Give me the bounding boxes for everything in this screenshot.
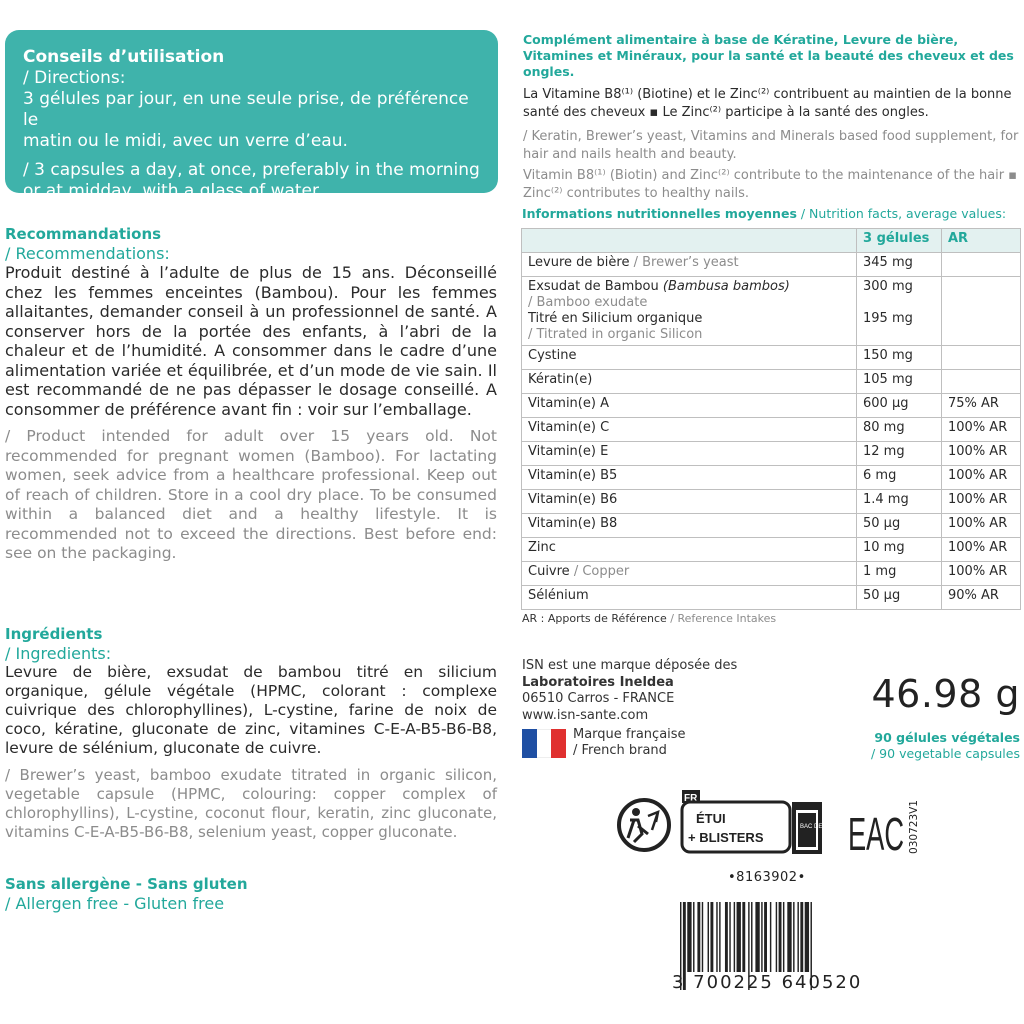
nutrient-name: Zinc bbox=[522, 538, 857, 562]
supplement-en-2: Vitamin B8⁽¹⁾ (Biotin) and Zinc⁽²⁾ contribute to the maintenance of the hair ▪ Zinc⁽²⁾ contributes to healthy nails. bbox=[523, 168, 1018, 201]
usage-line: / 3 capsules a day, at once, preferably in the morning bbox=[23, 160, 480, 180]
nutrient-name: Sélénium bbox=[522, 586, 857, 610]
table-row bbox=[522, 346, 1021, 370]
table-row bbox=[522, 442, 1021, 466]
svg-text:FR: FR bbox=[684, 793, 698, 804]
svg-text:BAC DE TRI: BAC DE TRI bbox=[800, 824, 834, 830]
header-cell: 3 gélules bbox=[857, 229, 942, 253]
nutrient-name: Vitamin(e) B5 bbox=[522, 466, 857, 490]
table-row bbox=[522, 562, 1021, 586]
recommendations-text-en: / Product intended for adult over 15 years old. Not recommended for pregnant women (Bamboo). For lactating women, seek advice from a healthcare professional. Keep out of reach of children. Store in a cool dry place. To be consumed within a balanced diet and a healthy lifestyle. It is recommended not to exceed the directions. Best before end: see on the packaging. bbox=[5, 427, 497, 562]
nutrient-name: Levure de bière / Brewer’s yeast bbox=[522, 253, 857, 277]
usage-line: / Directions: bbox=[23, 68, 126, 88]
header-cell: AR bbox=[942, 229, 1021, 253]
table-row bbox=[522, 277, 1021, 346]
allergen-en: / Allergen free - Gluten free bbox=[5, 894, 225, 913]
nutrient-qty: 600 µg bbox=[857, 394, 942, 418]
nutrient-ar: 100% AR bbox=[942, 514, 1021, 538]
supplement-claims-fr: La Vitamine B8⁽¹⁾ (Biotine) et le Zinc⁽²⁾ contribuent au maintien de la bonne santé des cheveux ▪ Le Zinc⁽²⁾ participe à la santé des ongles. bbox=[523, 87, 1012, 120]
nutrition-title bbox=[522, 206, 1006, 222]
nutrient-ar: 100% AR bbox=[942, 442, 1021, 466]
triman-icon bbox=[619, 800, 669, 850]
nutrient-name: Vitamin(e) C bbox=[522, 418, 857, 442]
table-header-row bbox=[522, 229, 1021, 253]
table-row bbox=[522, 586, 1021, 610]
ingredients-title: Ingrédients bbox=[5, 625, 103, 643]
reference-intakes-note: AR : Apports de Référence / Reference Intakes bbox=[522, 612, 777, 625]
table-row bbox=[522, 466, 1021, 490]
header-cell bbox=[522, 229, 857, 253]
nutrient-name: Cystine bbox=[522, 346, 857, 370]
lot-number: •8163902• bbox=[728, 870, 806, 885]
french-brand-label: Marque française / French brand bbox=[573, 727, 686, 758]
usage-line: or at midday, with a glass of water. bbox=[23, 181, 323, 201]
nutrient-ar: 100% AR bbox=[942, 466, 1021, 490]
nutrient-name: Exsudat de Bambou (Bambusa bambos) / Bamboo exudate Titré en Silicium organique / Titrated in organic Silicon bbox=[522, 277, 857, 346]
brand-company: Laboratoires Ineldea bbox=[522, 674, 674, 690]
table-row bbox=[522, 418, 1021, 442]
recommendations-title-en: / Recommendations: bbox=[5, 244, 170, 263]
ingredients-text-en: / Brewer’s yeast, bamboo exudate titrated in organic silicon, vegetable capsule (HPMC, colouring: copper complex of chlorophyllins), L-cystine, coconut flour, keratin, zinc gluconate, vitamins C-E-A-B5-B6-B8, selenium yeast, copper gluconate. bbox=[5, 766, 497, 841]
recommendations-section bbox=[5, 225, 497, 564]
ingredients-title-en: / Ingredients: bbox=[5, 644, 112, 663]
usage-line: 3 gélules par jour, en une seule prise, de préférence le bbox=[23, 89, 469, 130]
ingredients-text-fr: Levure de bière, exsudat de bambou titré en silicium organique, gélule végétale (HPMC, colorant : complexe cuivrique des chlorophyllines), L-cystine, farine de noix de coco, kératine, gluconate de zinc, vitamines C-E-A-B5-B6-B8, levure de sélénium, gluconate de cuivre. bbox=[5, 663, 497, 757]
recommendations-title: Recommandations bbox=[5, 225, 162, 243]
supplement-heading: Complément alimentaire à base de Kératine, Levure de bière, Vitamines et Minéraux, pour la santé et la beauté des cheveux et des ongles. bbox=[523, 32, 1014, 79]
usage-box bbox=[5, 30, 498, 201]
table-row bbox=[522, 394, 1021, 418]
nutrient-qty: 345 mg bbox=[857, 253, 942, 277]
nutrition-title-en: / Nutrition facts, average values: bbox=[800, 206, 1007, 221]
usage-line: matin ou le midi, avec un verre d’eau. bbox=[23, 131, 348, 151]
nutrient-ar bbox=[942, 370, 1021, 394]
brand-website: www.isn-sante.com bbox=[522, 707, 649, 723]
french-flag-icon bbox=[522, 729, 566, 758]
nutrient-ar: 100% AR bbox=[942, 538, 1021, 562]
table-row bbox=[522, 538, 1021, 562]
nutrient-qty: 50 µg bbox=[857, 514, 942, 538]
ingredients-section bbox=[5, 625, 497, 842]
usage-title: Conseils d’utilisation bbox=[23, 47, 225, 67]
nutrient-ar: 100% AR bbox=[942, 490, 1021, 514]
ean-number: 3 700225 640520 bbox=[672, 972, 863, 993]
nutrient-qty: 105 mg bbox=[857, 370, 942, 394]
nutrient-qty: 12 mg bbox=[857, 442, 942, 466]
nutrient-qty: 6 mg bbox=[857, 466, 942, 490]
nutrient-name: Vitamin(e) E bbox=[522, 442, 857, 466]
nutrient-ar bbox=[942, 346, 1021, 370]
eac-mark: EAC bbox=[848, 808, 904, 860]
brand-line: ISN est une marque déposée des bbox=[522, 658, 738, 673]
brand-address: 06510 Carros - FRANCE bbox=[522, 691, 675, 706]
table-row bbox=[522, 514, 1021, 538]
table-row bbox=[522, 370, 1021, 394]
table-row bbox=[522, 490, 1021, 514]
nutrient-name: Kératin(e) bbox=[522, 370, 857, 394]
nutrient-name: Cuivre / Copper bbox=[522, 562, 857, 586]
nutrition-table bbox=[521, 228, 1021, 610]
nutrient-qty: 300 mg 195 mg bbox=[857, 277, 942, 346]
nutrient-ar: 75% AR bbox=[942, 394, 1021, 418]
nutrient-qty: 50 µg bbox=[857, 586, 942, 610]
net-weight: 46.98 g bbox=[871, 672, 1020, 716]
nutrition-title-fr: Informations nutritionnelles moyennes bbox=[522, 206, 797, 221]
nutrient-name: Vitamin(e) B8 bbox=[522, 514, 857, 538]
nutrient-name: Vitamin(e) A bbox=[522, 394, 857, 418]
nutrient-name: Vitamin(e) B6 bbox=[522, 490, 857, 514]
nutrient-ar: 100% AR bbox=[942, 562, 1021, 586]
nutrient-ar: 90% AR bbox=[942, 586, 1021, 610]
nutrient-qty: 10 mg bbox=[857, 538, 942, 562]
recycling-logos bbox=[612, 790, 932, 860]
allergen-fr: Sans allergène - Sans gluten bbox=[5, 875, 248, 893]
capsule-count: 90 gélules végétales / 90 vegetable capsules bbox=[871, 730, 1020, 761]
supplement-description bbox=[523, 32, 1023, 202]
allergen-section bbox=[5, 875, 497, 913]
svg-text:ÉTUI: ÉTUI bbox=[696, 811, 726, 826]
nutrient-qty: 1.4 mg bbox=[857, 490, 942, 514]
print-code: 030723V1 bbox=[908, 800, 920, 854]
table-row bbox=[522, 253, 1021, 277]
nutrient-qty: 80 mg bbox=[857, 418, 942, 442]
nutrient-qty: 1 mg bbox=[857, 562, 942, 586]
recommendations-text-fr: Produit destiné à l’adulte de plus de 15 ans. Déconseillé chez les femmes enceintes (Bambou). Pour les femmes allaitantes, demander conseil à un professionnel de santé. A conserver hors de la portée des enfants, à l’abri de la chaleur et de l’humidité. A consommer dans le cadre d’une alimentation variée et équilibrée, et d’un mode de vie sain. Il est recommandé de ne pas dépasser le dosage conseillé. A consommer de préférence avant fin : voir sur l’emballage. bbox=[5, 263, 497, 419]
nutrient-qty: 150 mg bbox=[857, 346, 942, 370]
nutrient-ar bbox=[942, 253, 1021, 277]
info-tri-icon bbox=[682, 790, 834, 854]
svg-text:+ BLISTERS: + BLISTERS bbox=[688, 830, 764, 845]
brand-info bbox=[522, 658, 737, 724]
supplement-en-1: / Keratin, Brewer’s yeast, Vitamins and Minerals based food supplement, for hair and nails health and beauty. bbox=[523, 129, 1019, 162]
nutrient-ar bbox=[942, 277, 1021, 346]
nutrient-ar: 100% AR bbox=[942, 418, 1021, 442]
